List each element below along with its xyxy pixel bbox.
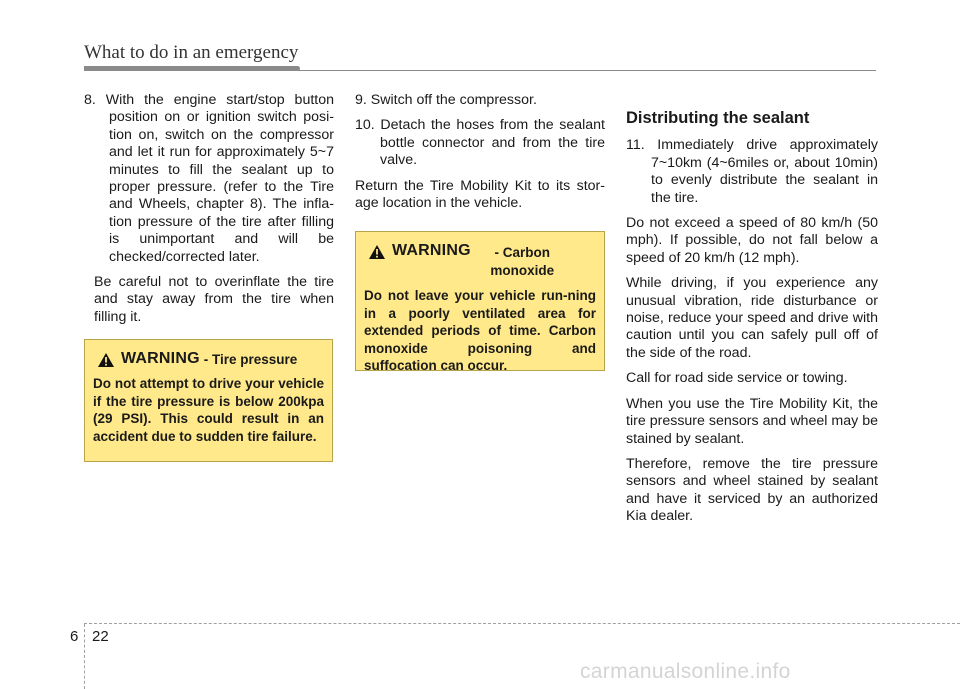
step-number: 8. [84, 92, 96, 108]
watermark: carmanualsonline.info [580, 660, 791, 683]
warning-subtitle: - Tire pressure [203, 352, 298, 367]
step-9: 9. Switch off the compressor. [355, 92, 537, 108]
footer-vertical-rule [84, 624, 85, 689]
step-11 [626, 137, 878, 207]
step-number: 10. [355, 117, 375, 134]
page-number: 22 [92, 628, 109, 645]
chapter-number: 6 [70, 628, 79, 645]
warning-header [93, 350, 324, 368]
column-left [84, 92, 334, 334]
column-right [626, 92, 878, 534]
step-number: 11. [626, 137, 645, 154]
step-10 [355, 117, 605, 169]
step-8-note: Be careful not to overinflate the tire and stay away from the tire when filling it. [94, 274, 334, 325]
paragraph-sensors: When you use the Tire Mobility Kit, the tire pressure sensors and wheel may be stained by sealant. [626, 395, 878, 447]
warning-word: WARNING [121, 350, 200, 367]
step-text: Detach the hoses from the sealant bottle connector and from the tire valve. [380, 117, 605, 169]
step-text: Immediately drive approximately 7~10km (4~6miles or, about 10min) to evenly distribute the sealant in the tire. [651, 137, 878, 206]
warning-word: WARNING [392, 242, 471, 259]
warning-body: Do not leave your vehicle run-ning in a poorly ventilated area for extended periods of time. Carbon monoxide poisoning and suffocation can occur. [364, 288, 596, 373]
warning-triangle-icon [97, 352, 115, 368]
paragraph-call-service: Call for road side service or towing. [626, 370, 848, 387]
column-middle [355, 92, 605, 220]
warning-box-carbon-monoxide [355, 231, 605, 371]
paragraph-dealer: Therefore, remove the tire pressure sensors and wheel stained by sealant and have it serviced by an authorized Kia dealer. [626, 455, 878, 525]
header-rule [84, 70, 876, 71]
step-8 [84, 92, 334, 266]
footer-rule [84, 623, 960, 624]
warning-subtitle: - Carbon monoxide [490, 245, 555, 278]
warning-body: Do not attempt to drive your vehicle if the tire pressure is below 200kpa (29 PSI). This could result in an accident due to sudden tire failure. [93, 376, 324, 444]
page-header-title: What to do in an emergency [84, 42, 299, 63]
warning-box-tire-pressure [84, 339, 333, 462]
section-heading: Distributing the sealant [626, 109, 810, 127]
warning-header [364, 242, 596, 280]
return-kit-text: Return the Tire Mobility Kit to its stor-age location in the vehicle. [355, 177, 605, 212]
paragraph-speed: Do not exceed a speed of 80 km/h (50 mph). If possible, do not fall below a speed of 20 km/h (12 mph). [626, 215, 878, 266]
paragraph-driving: While driving, if you experience any unusual vibration, ride disturbance or noise, reduce your speed and drive with caution until you can safely pull off of the side of the road. [626, 275, 878, 361]
warning-triangle-icon [368, 244, 386, 260]
step-text: With the engine start/stop button position on or ignition switch posi-tion on, switch on the compressor and let it run for approximately 5~7 minutes to fill the sealant up to proper pressure. (refer to the Tire and Wheels, chapter 8). The infla-tion pressure of the tire after filling is unimportant and will be checked/corrected later. [105, 92, 334, 265]
